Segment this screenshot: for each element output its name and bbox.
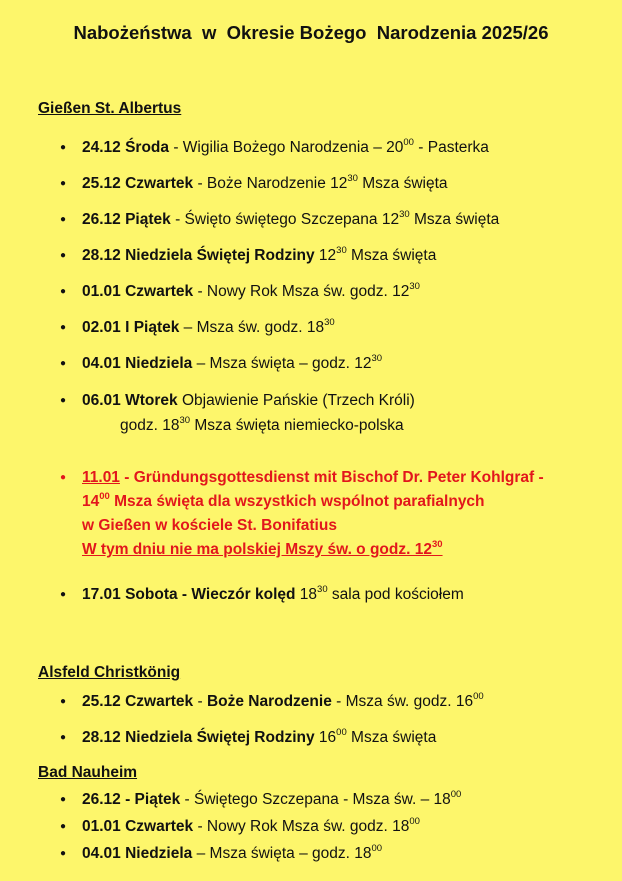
list-item: ● 06.01 Wtorek Objawienie Pańskie (Trzech Króli) godz. $18^{30}$ Msza święta niemiecko-polska	[82, 391, 415, 435]
section-heading-giessen: Gießen St. Albertus	[38, 100, 182, 117]
list-item: ● 04.01 Niedziela – Msza święta – godz. $18^{00}$	[82, 844, 382, 863]
list-item: ● 25.12 Czwartek - Boże Narodzenie $12^{30}$ Msza święta	[82, 174, 448, 193]
special-announcement: ● 11.01 - Gründungsgottesdienst mit Bischof Dr. Peter Kohlgraf - $14^{00}$ Msza święta dla wszystkich wspólnot parafialnych w Gießen w kościele St. Bonifatius W tym dniu nie ma polskiej Mszy św. o godz. $12^{30}$	[82, 468, 544, 559]
page-title: Nabożeństwa w Okresie Bożego Narodzenia 2025/26	[73, 22, 549, 43]
section-heading-alsfeld: Alsfeld Christkönig	[38, 664, 181, 681]
list-item: ● 28.12 Niedziela Świętej Rodziny $12^{30}$ Msza święta	[82, 246, 436, 265]
section-heading-bad-nauheim: Bad Nauheim	[38, 764, 138, 781]
list-item: ● 25.12 Czwartek - Boże Narodzenie - Msza św. godz. $16^{00}$	[82, 692, 484, 711]
list-item: ● 01.01 Czwartek - Nowy Rok Msza św. godz. $12^{30}$	[82, 282, 420, 301]
list-item: ● 02.01 I Piątek – Msza św. godz. $18^{30}$	[82, 318, 335, 337]
list-item: ● 04.01 Niedziela – Msza święta – godz. $12^{30}$	[82, 354, 382, 373]
list-item: ● 24.12 Środa - Wigilia Bożego Narodzenia – $20^{00}$ - Pasterka	[82, 138, 489, 157]
list-item: ● 17.01 Sobota - Wieczór kolęd $18^{30}$ sala pod kościołem	[82, 585, 464, 604]
list-item: ● 26.12 - Piątek - Świętego Szczepana - Msza św. – $18^{00}$	[82, 790, 461, 809]
list-item: ● 26.12 Piątek - Święto świętego Szczepana $12^{30}$ Msza święta	[82, 210, 499, 229]
list-item: ● 28.12 Niedziela Świętej Rodziny $16^{00}$ Msza święta	[82, 728, 436, 747]
list-item: ● 01.01 Czwartek - Nowy Rok Msza św. godz. $18^{00}$	[82, 817, 420, 836]
list-item-continuation: godz. $18^{30}$ Msza święta niemiecko-polska	[120, 414, 404, 434]
